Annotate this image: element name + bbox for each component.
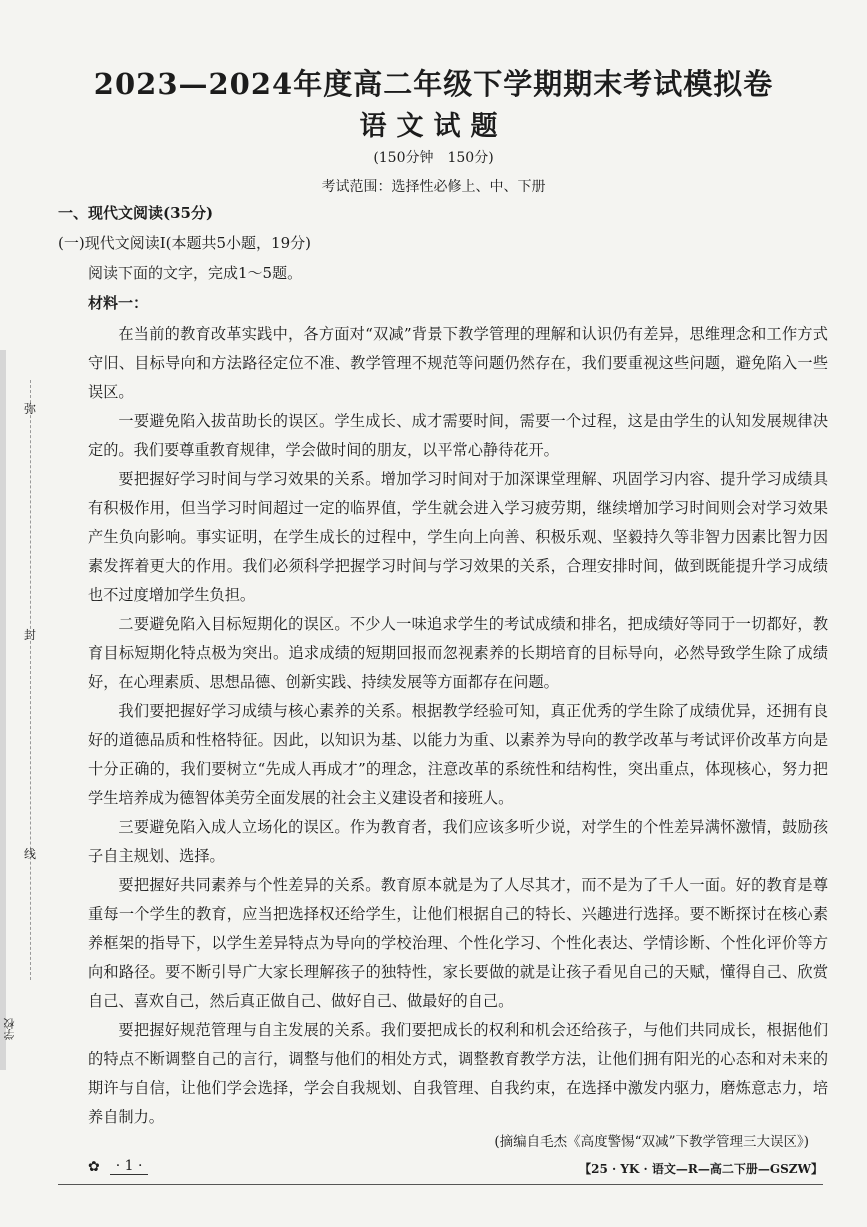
exam-title: 2023—2024年度高二年级下学期期末考试模拟卷	[93, 67, 774, 101]
reading-passage	[88, 320, 828, 1132]
seal-dashed-line	[30, 380, 31, 980]
footer-divider	[58, 1184, 823, 1185]
school-field-label: 学校	[3, 1018, 16, 1040]
paragraph: 一要避免陷入拔苗助长的误区。学生成长、成才需要时间，需要一个过程，这是由学生的认知发展规律决定的。我们要尊重教育规律，学会做时间的朋友，以平常心静待花开。	[88, 412, 828, 459]
paragraph: 要把握好规范管理与自主发展的关系。我们要把成长的权利和机会还给孩子，与他们共同成长，根据他们的特点不断调整自己的言行，调整与他们的相处方式，调整教育教学方法，让他们拥有阳光的心态和对未来的期许与自信，让他们学会选择，学会自我规划、自我管理、自我约束，在选择中激发内驱力，磨炼意志力，培养自制力。	[88, 1021, 828, 1126]
reading-instruction: 阅读下面的文字，完成1～5题。	[88, 264, 303, 282]
material-label: 材料一：	[88, 294, 149, 312]
seal-char-xian: 线	[23, 847, 36, 861]
seal-char-feng: 封	[23, 628, 36, 642]
footer-page	[88, 1158, 148, 1175]
paragraph: 要把握好学习时间与学习效果的关系。增加学习时间对于加深课堂理解、巩固学习内容、提升学习成绩具有积极作用，但当学习时间超过一定的临界值，学生就会进入学习疲劳期，继续增加学习时间则会对学习效果产生负向影响。事实证明，在学生成长的过程中，学生向上向善、积极乐观、坚毅持久等非智力因素比智力因素发挥着更大的作用。我们必须科学把握学习时间与学习效果的关系，合理安排时间，做到既能提升学习成绩也不过度增加学生负担。	[88, 470, 828, 604]
paragraph: 我们要把握好学习成绩与核心素养的关系。根据教学经验可知，真正优秀的学生除了成绩优异，还拥有良好的道德品质和性格特征。因此，以知识为基、以能力为重、以素养为导向的教学改革与考试评价改革方向是十分正确的，我们要树立“先成人再成才”的理念，注意改革的系统性和结构性，突出重点，体现核心，努力把学生培养成为德智体美劳全面发展的社会主义建设者和接班人。	[88, 702, 828, 807]
section-heading: 一、现代文阅读(35分)	[58, 204, 214, 222]
footer-code: 【25 · YK · 语文—R—高二下册—GSZW】	[579, 1162, 823, 1176]
paragraph: 在当前的教育改革实践中，各方面对“双减”背景下教学管理的理解和认识仍有差异，思维理念和工作方式守旧、目标导向和方法路径定位不准、教学管理不规范等问题仍然存在，我们要重视这些问题，避免陷入一些误区。	[88, 325, 828, 401]
exam-time: (150分钟 150分)	[373, 150, 494, 166]
subsection-heading: (一)现代文阅读Ⅰ(本题共5小题，19分)	[58, 234, 311, 252]
passage-source: (摘编自毛杰《高度警惕“双减”下教学管理三大误区》)	[494, 1134, 809, 1150]
exam-range: 考试范围：选择性必修上、中、下册	[321, 179, 546, 195]
edge-shadow	[0, 350, 6, 1070]
seal-char-mi: 弥	[23, 402, 36, 416]
logo-icon: ✿	[88, 1158, 100, 1175]
exam-subtitle: 语文试题	[359, 111, 508, 142]
paragraph: 要把握好共同素养与个性差异的关系。教育原本就是为了人尽其才，而不是为了千人一面。好的教育是尊重每一个学生的教育，应当把选择权还给学生，让他们根据自己的特长、兴趣进行选择。要不断探讨在核心素养框架的指导下，以学生差异特点为导向的学校治理、个性化学习、个性化表达、学情诊断、个性化评价等方向和路径。要不断引导广大家长理解孩子的独特性，家长要做的就是让孩子看见自己的天赋，懂得自己、欣赏自己、喜欢自己，然后真正做自己、做好自己、做最好的自己。	[88, 876, 828, 1010]
paragraph: 二要避免陷入目标短期化的误区。不少人一味追求学生的考试成绩和排名，把成绩好等同于一切都好，教育目标短期化特点极为突出。追求成绩的短期回报而忽视素养的长期培育的目标导向，必然导致学生除了成绩好，在心理素质、思想品德、创新实践、持续发展等方面都存在问题。	[88, 615, 828, 691]
page-number: · 1 ·	[110, 1158, 149, 1175]
paragraph: 三要避免陷入成人立场化的误区。作为教育者，我们应该多听少说，对学生的个性差异满怀激情，鼓励孩子自主规划、选择。	[88, 818, 828, 865]
